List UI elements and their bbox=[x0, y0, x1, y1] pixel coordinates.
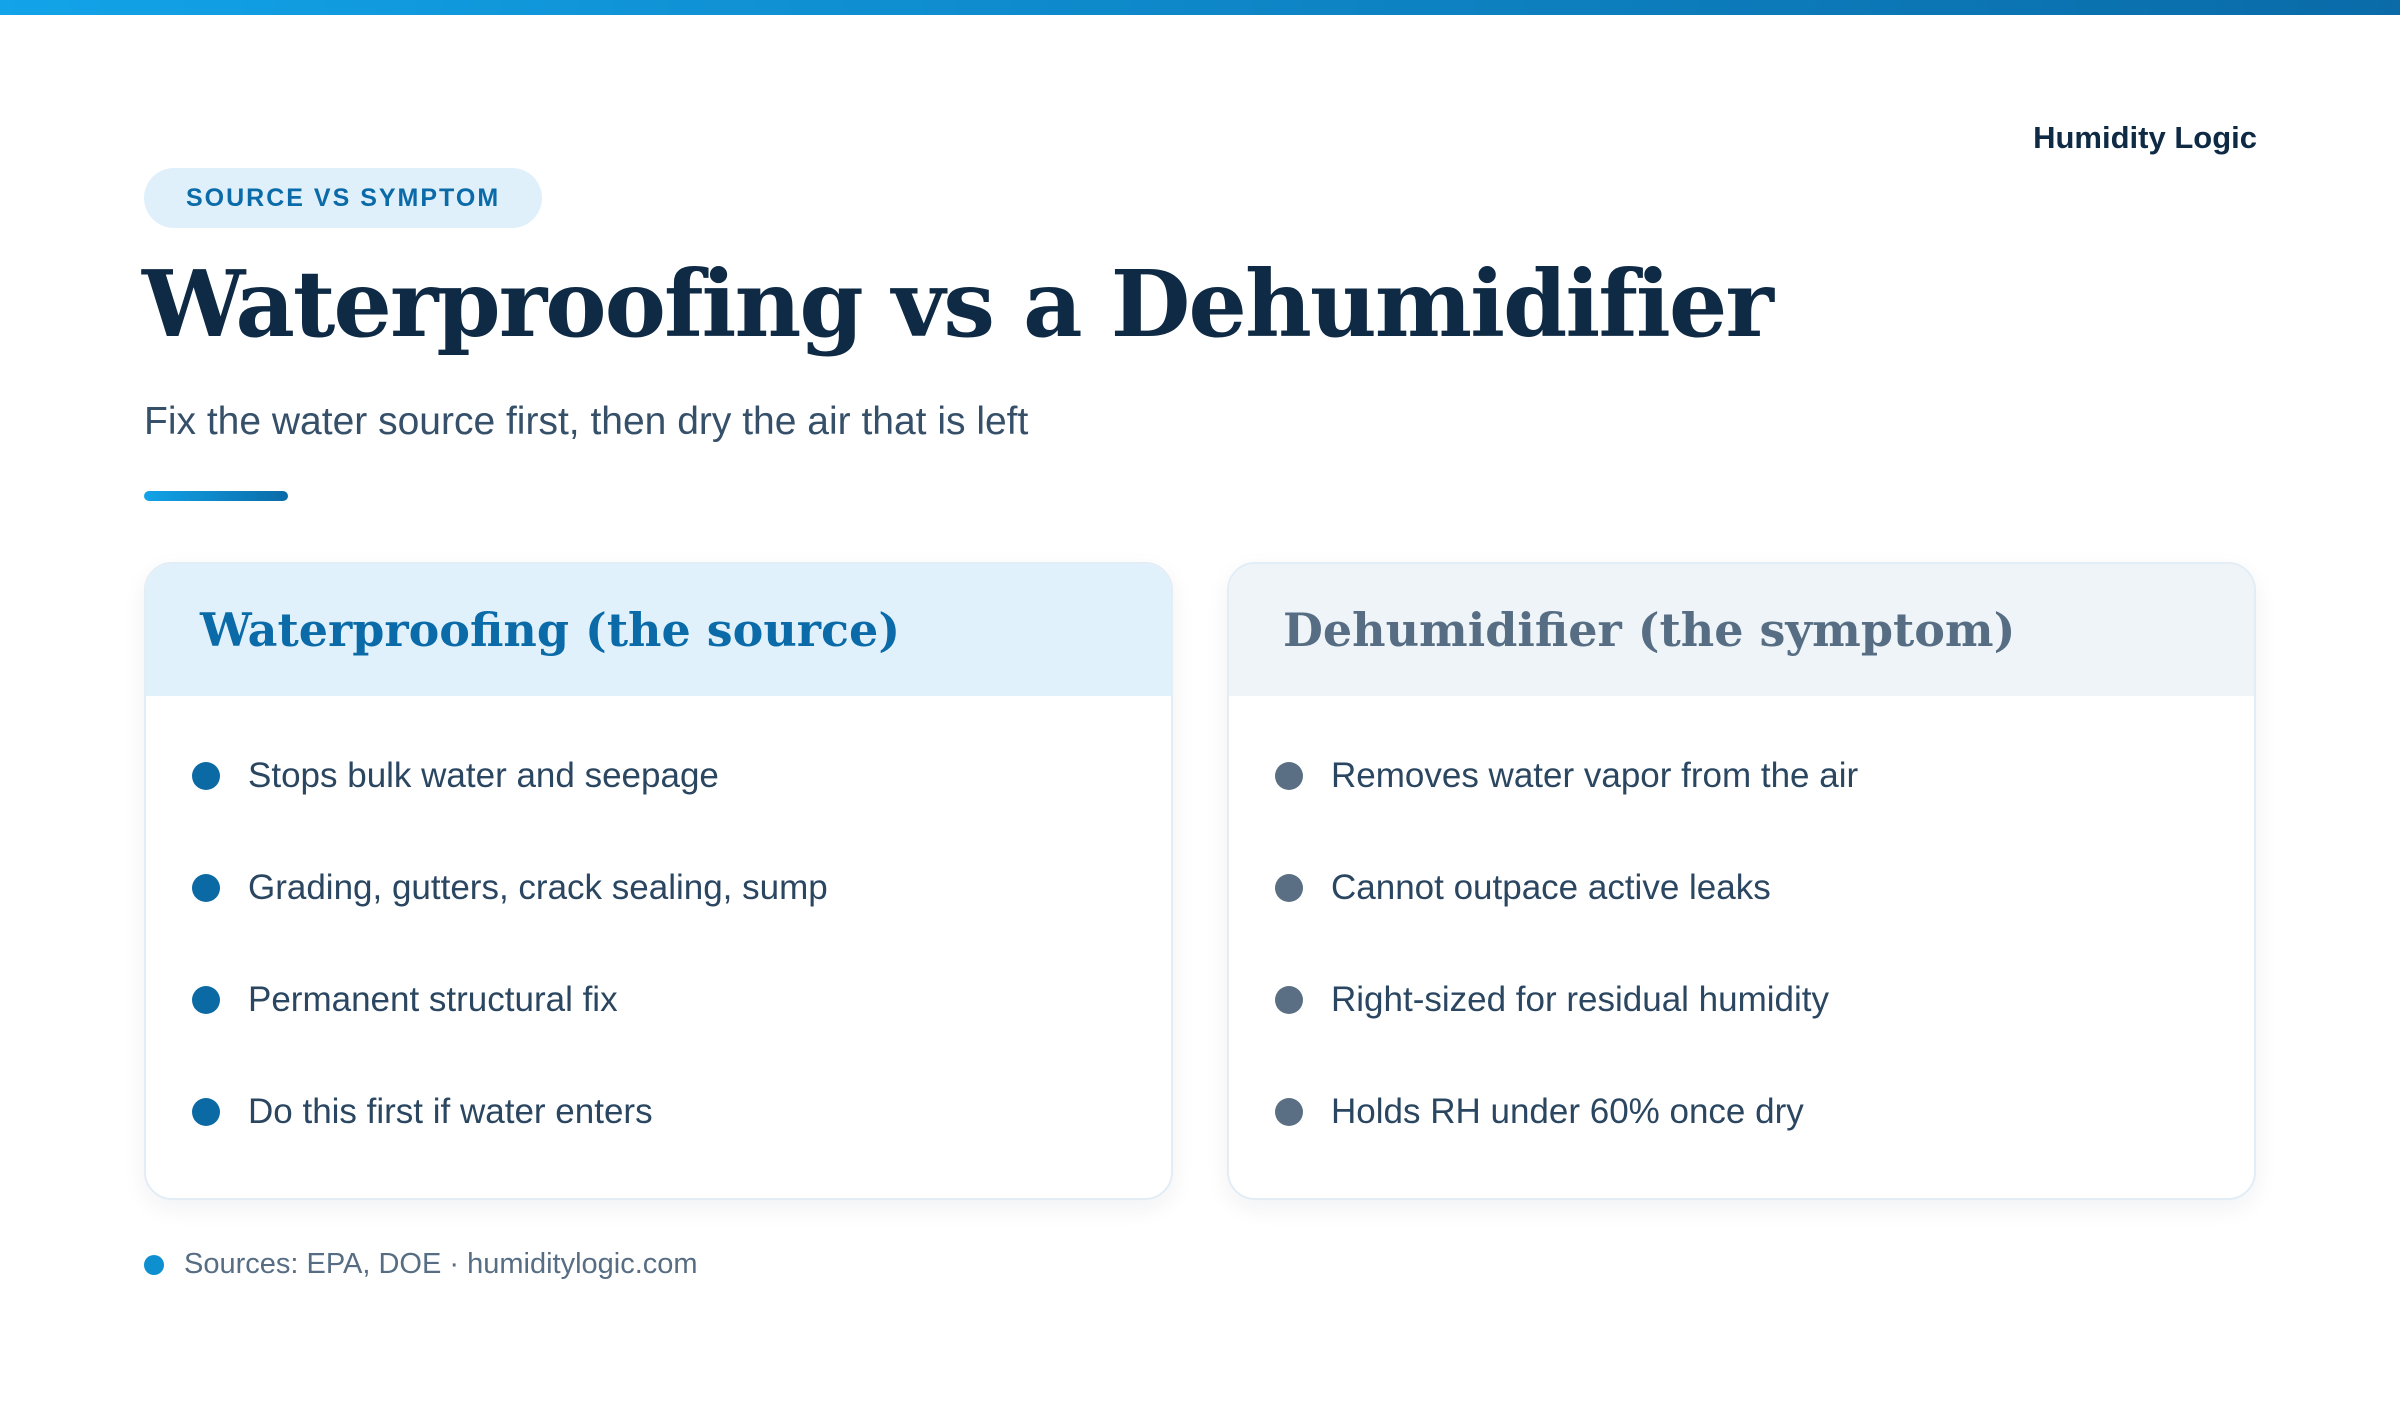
accent-divider bbox=[144, 491, 288, 501]
card-item-list bbox=[1229, 696, 2254, 1200]
card-title: Waterproofing (the source) bbox=[200, 603, 901, 657]
card-item-list bbox=[146, 696, 1171, 1200]
eyebrow-tag: SOURCE VS SYMPTOM bbox=[144, 168, 542, 228]
list-item-text: Removes water vapor from the air bbox=[1331, 756, 1859, 795]
list-item-text: Stops bulk water and seepage bbox=[248, 756, 719, 795]
dehumidifier-card bbox=[1227, 562, 2256, 1200]
bullet-dot-icon bbox=[1275, 762, 1303, 790]
top-accent-bar bbox=[0, 0, 2400, 15]
sources-footer bbox=[144, 1248, 698, 1281]
waterproofing-card bbox=[144, 562, 1173, 1200]
card-header bbox=[146, 564, 1171, 696]
list-item-text: Do this first if water enters bbox=[248, 1092, 653, 1131]
list-item-text: Grading, gutters, crack sealing, sump bbox=[248, 868, 828, 907]
list-item-text: Holds RH under 60% once dry bbox=[1331, 1092, 1804, 1131]
card-title: Dehumidifier (the symptom) bbox=[1283, 603, 2016, 657]
list-item bbox=[1229, 868, 2254, 980]
bullet-dot-icon bbox=[1275, 874, 1303, 902]
list-item bbox=[1229, 756, 2254, 868]
list-item-text: Cannot outpace active leaks bbox=[1331, 868, 1771, 907]
brand-logo-text: Humidity Logic bbox=[2033, 120, 2257, 155]
list-item bbox=[1229, 980, 2254, 1092]
list-item bbox=[146, 756, 1171, 868]
list-item bbox=[1229, 1092, 2254, 1200]
list-item bbox=[146, 1092, 1171, 1200]
list-item bbox=[146, 980, 1171, 1092]
list-item bbox=[146, 868, 1171, 980]
page-title: Waterproofing vs a Dehumidifier bbox=[142, 250, 1772, 358]
card-header bbox=[1229, 564, 2254, 696]
bullet-dot-icon bbox=[1275, 1098, 1303, 1126]
bullet-dot-icon bbox=[192, 874, 220, 902]
bullet-dot-icon bbox=[192, 1098, 220, 1126]
footer-dot-icon bbox=[144, 1255, 164, 1275]
list-item-text: Permanent structural fix bbox=[248, 980, 618, 1019]
bullet-dot-icon bbox=[192, 762, 220, 790]
bullet-dot-icon bbox=[192, 986, 220, 1014]
bullet-dot-icon bbox=[1275, 986, 1303, 1014]
page-subtitle: Fix the water source first, then dry the air that is left bbox=[144, 400, 1029, 443]
sources-text: Sources: EPA, DOE · humiditylogic.com bbox=[184, 1248, 698, 1280]
list-item-text: Right-sized for residual humidity bbox=[1331, 980, 1829, 1019]
